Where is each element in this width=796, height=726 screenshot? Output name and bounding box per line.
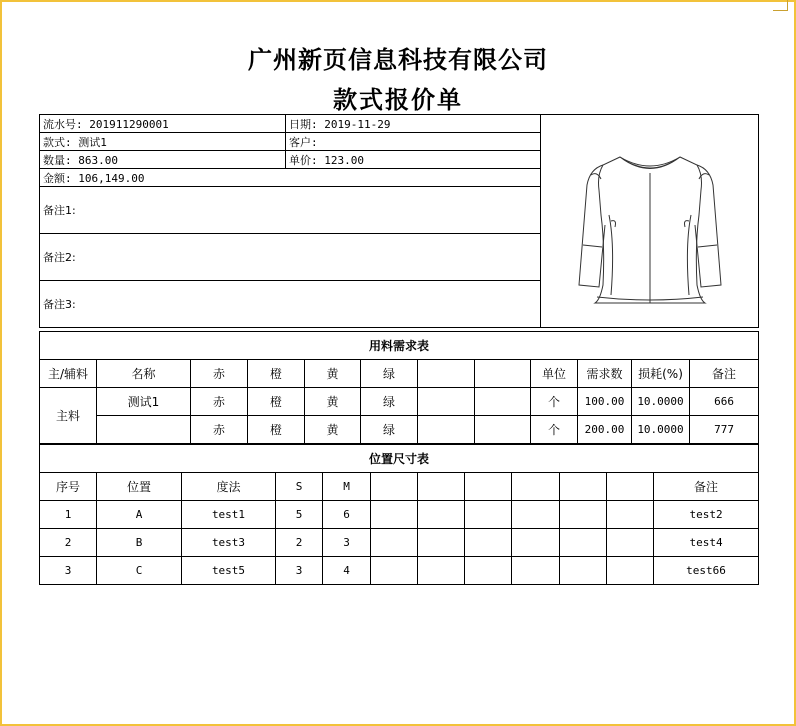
size-s: 5 <box>276 501 323 529</box>
size-s: 2 <box>276 529 323 557</box>
size-m: 4 <box>323 557 371 585</box>
size-empty <box>418 501 465 529</box>
mat-qty: 100.00 <box>578 388 632 416</box>
size-empty <box>371 501 418 529</box>
size-header: 度法 <box>182 473 276 501</box>
size-empty <box>607 557 654 585</box>
size-empty <box>607 501 654 529</box>
table-row <box>40 557 759 585</box>
mat-color: 黄 <box>305 388 361 416</box>
mat-header: 备注 <box>690 360 759 388</box>
size-remark: test2 <box>654 501 759 529</box>
size-header: M <box>323 473 371 501</box>
size-header: 序号 <box>40 473 97 501</box>
size-pos: B <box>97 529 182 557</box>
mat-color: 赤 <box>191 416 248 444</box>
size-empty <box>560 529 607 557</box>
mat-name: 测试1 <box>97 388 191 416</box>
size-header <box>465 473 512 501</box>
size-header <box>512 473 560 501</box>
mat-empty <box>475 388 531 416</box>
size-pos: C <box>97 557 182 585</box>
size-empty <box>371 529 418 557</box>
size-empty <box>418 529 465 557</box>
mat-header: 橙 <box>248 360 305 388</box>
mat-header: 需求数 <box>578 360 632 388</box>
size-method: test5 <box>182 557 276 585</box>
mat-color: 绿 <box>361 388 418 416</box>
size-header: 备注 <box>654 473 759 501</box>
note1-cell: 备注1: <box>40 187 541 234</box>
mat-remark: 777 <box>690 416 759 444</box>
unit-price-cell: 单价: 123.00 <box>286 151 541 169</box>
mat-remark: 666 <box>690 388 759 416</box>
size-empty <box>465 529 512 557</box>
mat-loss: 10.0000 <box>632 388 690 416</box>
mat-header: 损耗(%) <box>632 360 690 388</box>
size-no: 1 <box>40 501 97 529</box>
mat-loss: 10.0000 <box>632 416 690 444</box>
size-empty <box>512 501 560 529</box>
materials-table <box>39 331 759 444</box>
size-table <box>39 444 759 585</box>
table-row <box>40 501 759 529</box>
size-no: 3 <box>40 557 97 585</box>
document-title: 款式报价单 <box>333 85 463 114</box>
size-no: 2 <box>40 529 97 557</box>
info-table <box>39 114 759 328</box>
mat-color: 橙 <box>248 416 305 444</box>
company-title: 广州新页信息科技有限公司 <box>248 45 548 74</box>
note3-cell: 备注3: <box>40 281 541 328</box>
amount-cell: 金额: 106,149.00 <box>40 169 541 187</box>
size-empty <box>465 557 512 585</box>
mat-empty <box>418 388 475 416</box>
size-header: 位置 <box>97 473 182 501</box>
mat-header: 名称 <box>97 360 191 388</box>
mat-header: 赤 <box>191 360 248 388</box>
table-row <box>40 416 759 444</box>
size-header <box>418 473 465 501</box>
mat-header <box>418 360 475 388</box>
mat-empty <box>418 416 475 444</box>
customer-cell: 客户: <box>286 133 541 151</box>
size-remark: test4 <box>654 529 759 557</box>
mat-unit: 个 <box>531 416 578 444</box>
note2-cell: 备注2: <box>40 234 541 281</box>
quantity-cell: 数量: 863.00 <box>40 151 286 169</box>
mat-group-cell: 主料 <box>40 388 97 444</box>
style-cell: 款式: 测试1 <box>40 133 286 151</box>
materials-title: 用料需求表 <box>40 332 759 360</box>
size-empty <box>560 557 607 585</box>
mat-header: 主/辅料 <box>40 360 97 388</box>
garment-image-cell <box>541 115 759 328</box>
size-empty <box>465 501 512 529</box>
table-row <box>40 388 759 416</box>
table-row <box>40 529 759 557</box>
mat-unit: 个 <box>531 388 578 416</box>
size-empty <box>607 529 654 557</box>
size-method: test3 <box>182 529 276 557</box>
mat-color: 赤 <box>191 388 248 416</box>
mat-color: 黄 <box>305 416 361 444</box>
mat-header: 黄 <box>305 360 361 388</box>
size-empty <box>418 557 465 585</box>
size-m: 3 <box>323 529 371 557</box>
size-empty <box>512 557 560 585</box>
mat-header: 绿 <box>361 360 418 388</box>
size-pos: A <box>97 501 182 529</box>
garment-sketch-image <box>575 135 725 305</box>
size-s: 3 <box>276 557 323 585</box>
size-header <box>371 473 418 501</box>
window-corner-mark <box>773 0 788 11</box>
mat-color: 橙 <box>248 388 305 416</box>
mat-name <box>97 416 191 444</box>
mat-empty <box>475 416 531 444</box>
size-empty <box>512 529 560 557</box>
mat-header <box>475 360 531 388</box>
size-empty <box>371 557 418 585</box>
size-m: 6 <box>323 501 371 529</box>
mat-qty: 200.00 <box>578 416 632 444</box>
mat-color: 绿 <box>361 416 418 444</box>
size-method: test1 <box>182 501 276 529</box>
size-header: S <box>276 473 323 501</box>
size-header <box>560 473 607 501</box>
size-empty <box>560 501 607 529</box>
size-header <box>607 473 654 501</box>
size-remark: test66 <box>654 557 759 585</box>
mat-header: 单位 <box>531 360 578 388</box>
size-title: 位置尺寸表 <box>40 445 759 473</box>
serial-cell: 流水号: 201911290001 <box>40 115 286 133</box>
date-cell: 日期: 2019-11-29 <box>286 115 541 133</box>
